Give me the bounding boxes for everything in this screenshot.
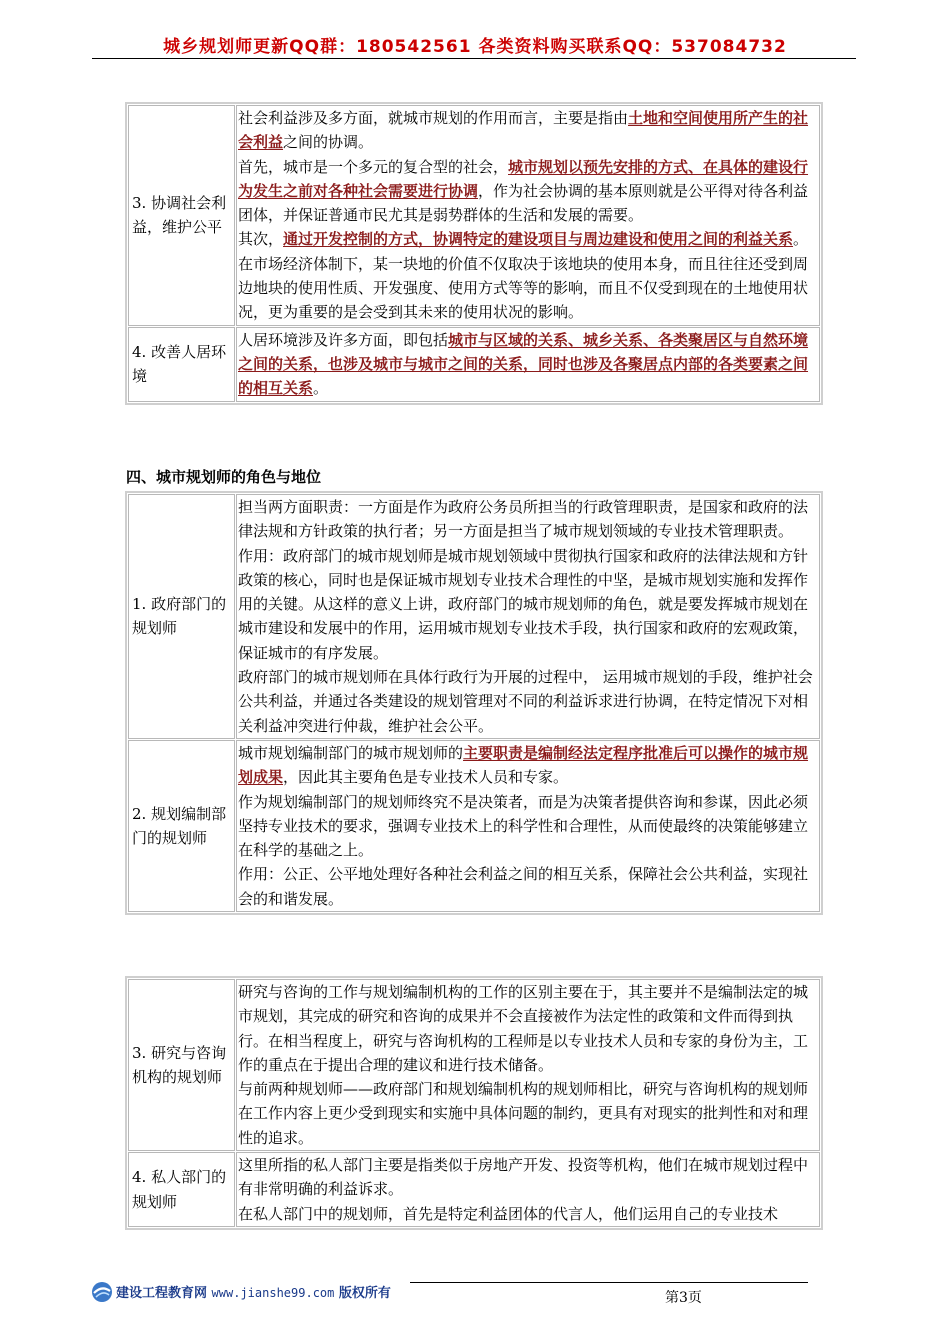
table-planner-roles-2 — [125, 976, 823, 1230]
row-label: 3. 协调社会利益，维护公平 — [128, 105, 235, 326]
table-social-interests — [125, 102, 823, 405]
table-row — [128, 327, 820, 402]
body-text: 城市规划编制部门的城市规划师的 — [238, 743, 464, 762]
body-text: 社会利益涉及多方面，就城市规划的作用而言，主要是指由 — [238, 109, 629, 127]
body-text: 这里所指的私人部门主要是指类似于房地产开发、投资等机构，他们在城市规划过程中有非常明确的利益诉求。 — [238, 1156, 809, 1199]
header-rule — [92, 58, 856, 59]
table-row — [128, 494, 820, 739]
row-content — [236, 1152, 820, 1227]
body-text: 首先，城市是一个多元的复合型的社会， — [238, 157, 509, 176]
header-banner: 城乡规划师更新QQ群：180542561 各类资料购买联系QQ：537084732 — [163, 37, 787, 57]
body-text: ，作为社会协调的基本原则就是公平得对待各利益团体，并保证普通市民尤其是弱势群体的生活和发展的需要。 — [238, 181, 809, 225]
row-label: 1. 政府部门的规划师 — [128, 494, 235, 739]
footer-site-name: 建设工程教育网 — [116, 1286, 208, 1301]
highlighted-text: 土地和空间使用所产生的社会利益 — [238, 109, 809, 152]
body-text: 作为规划编制部门的规划师终究不是决策者，而是为决策者提供咨询和参谋，因此必须坚持专业技术的要求，强调专业技术上的科学性和合理性，从而使最终的决策能够建立在科学的基础之上。 — [238, 792, 809, 860]
highlighted-text: 主要职责是编制经法定程序批准后可以操作的城市规划成果 — [238, 743, 809, 787]
row-label: 2. 规划编制部门的规划师 — [128, 740, 235, 912]
row-content — [236, 105, 820, 326]
body-text: 之间的协调。 — [283, 133, 374, 152]
body-text: 作用：政府部门的城市规划师是城市规划领域中贯彻执行国家和政府的法律法规和方针政策的核心，同时也是保证城市规划专业技术合理性的中坚，是城市规划实施和发挥作用的关键。从这样的意义上讲，政府部门的城市规划师的角色，就是要发挥城市规划在城市建设和发展中的作用，运用城市规划专业技术手段，执行国家和政府的宏观政策，保证城市的有序发展。 — [238, 546, 809, 662]
body-text: 研究与咨询的工作与规划编制机构的工作的区别主要在于，其主要并不是编制法定的城市规划，其完成的研究和咨询的成果并不会直接被作为法定性的政策和文件而得到执行。在相当程度上，研究与咨询机构的工程师是以专业技术人员和专家的身份为主，工作的重点在于提出合理的建议和进行技术储备。 — [238, 983, 809, 1074]
footer-rule — [410, 1282, 808, 1283]
row-label: 4. 私人部门的规划师 — [128, 1152, 235, 1227]
table-row — [128, 740, 820, 912]
row-content — [236, 327, 820, 402]
row-content — [236, 740, 820, 912]
body-text: 政府部门的城市规划师在具体行政行为开展的过程中， 运用城市规划的手段，维护社会公共利益，并通过各类建设的规划管理对不同的利益诉求进行协调，在特定情况下对相关利益冲突进行仲裁，维护社会公平。 — [238, 668, 813, 735]
body-text: 担当两方面职责：一方面是作为政府公务员所担当的行政管理职责，是国家和政府的法律法规和方针政策的执行者；另一方面是担当了城市规划领域的专业技术管理职责。 — [238, 498, 809, 541]
site-logo-icon — [90, 1280, 114, 1304]
table-row — [128, 105, 820, 326]
footer-rights: 版权所有 — [338, 1286, 391, 1301]
body-text: 作用：公正、公平地处理好各种社会利益之间的相互关系，保障社会公共利益，实现社会的和谐发展。 — [238, 865, 809, 908]
row-label: 4. 改善人居环境 — [128, 327, 235, 402]
highlighted-text: 城市与区域的关系、城乡关系、各类聚居区与自然环境之间的关系，也涉及城市与城市之间的关系，同时也涉及各聚居点内部的各类要素之间的相互关系 — [238, 330, 809, 398]
footer-brand — [116, 1282, 391, 1301]
table-planner-roles-1 — [125, 491, 823, 915]
footer-url[interactable]: www.jianshe99.com — [211, 1286, 335, 1300]
body-text: ，因此其主要角色是专业技术人员和专家。 — [283, 768, 569, 787]
body-text: 。在市场经济体制下，某一块地的价值不仅取决于该地块的使用本身，而且往往还受到周边地块的使用性质、开发强度、使用方式等等的影响，而且不仅受到现在的土地使用状况，更为重要的是会受到其未来的使用状况的影响。 — [238, 230, 809, 322]
body-text: 人居环境涉及许多方面，即包括 — [238, 330, 449, 349]
row-content — [236, 494, 820, 739]
page-number: 第3页 — [665, 1290, 702, 1306]
row-label: 3. 研究与咨询机构的规划师 — [128, 979, 235, 1151]
body-text: 其次， — [238, 230, 284, 249]
highlighted-text: 城市规划以预先安排的方式、在具体的建设行为发生之前对各种社会需要进行协调 — [238, 157, 809, 200]
section-title: 四、城市规划师的角色与地位 — [126, 468, 322, 486]
body-text: 。 — [313, 379, 329, 398]
body-text: 与前两种规划师——政府部门和规划编制机构的规划师相比，研究与咨询机构的规划师在工作内容上更少受到现实和实施中具体问题的制约，更具有对现实的批判性和对和理性的追求。 — [238, 1080, 809, 1147]
table-row — [128, 1152, 820, 1227]
body-text: 在私人部门中的规划师，首先是特定利益团体的代言人，他们运用自己的专业技术 — [238, 1204, 779, 1223]
highlighted-text: 通过开发控制的方式，协调特定的建设项目与周边建设和使用之间的利益关系 — [283, 230, 794, 249]
table-row — [128, 979, 820, 1151]
row-content — [236, 979, 820, 1151]
